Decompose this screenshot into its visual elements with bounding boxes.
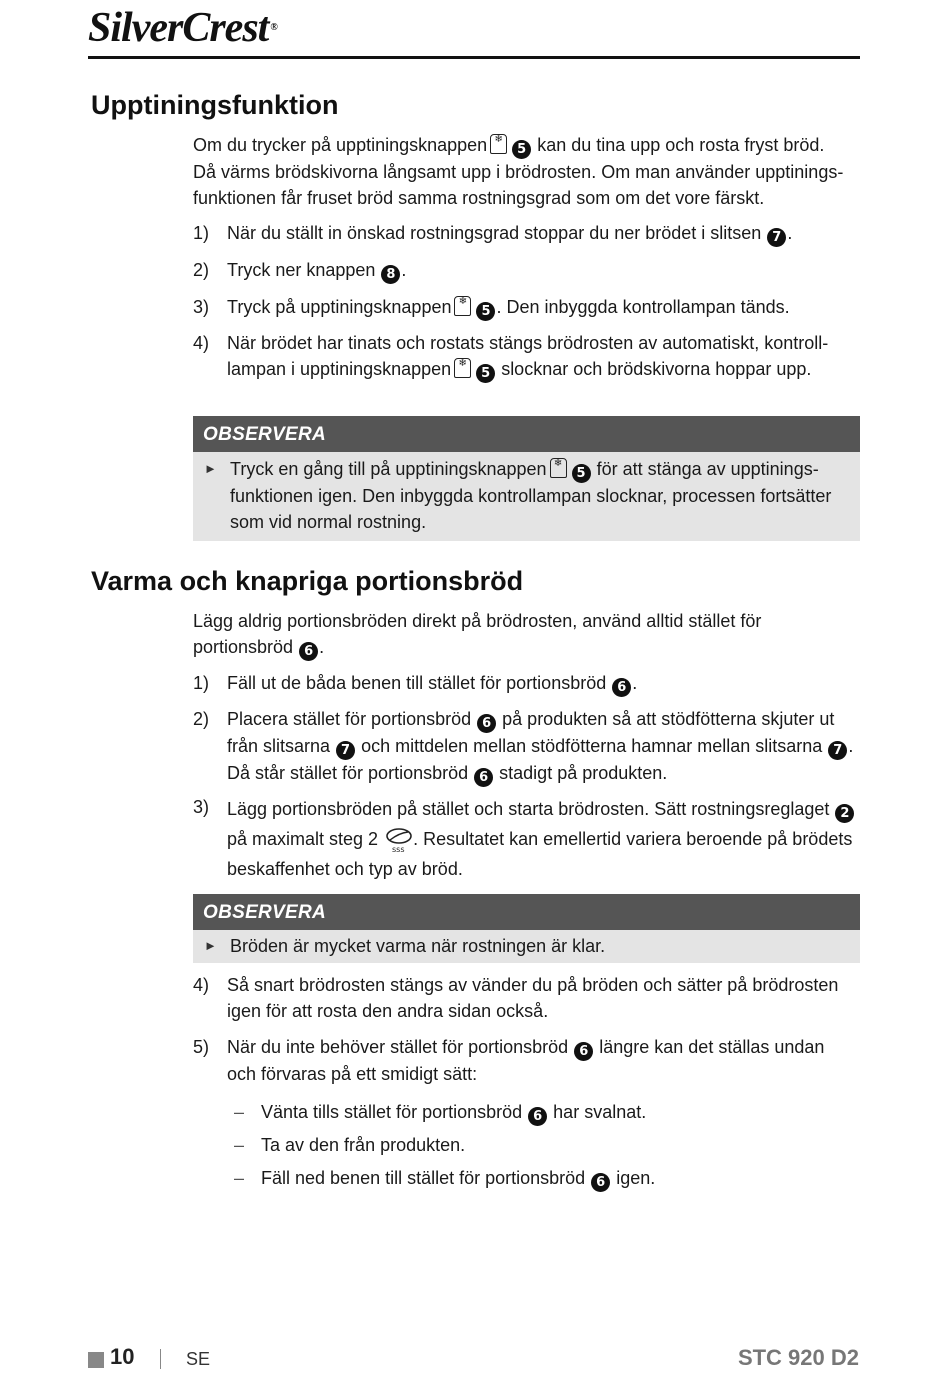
step-number: 1): [193, 673, 210, 693]
step-number: 5): [193, 1037, 210, 1057]
note-text: Bröden är mycket varma när rostningen är klar.: [230, 936, 606, 956]
ref-badge: 7: [767, 228, 786, 247]
step-text: .: [632, 673, 638, 693]
arrow-bullet-icon: ►: [204, 461, 217, 476]
ref-badge: 5: [572, 464, 591, 483]
header-rule: [88, 56, 860, 59]
model-number: STC 920 D2: [737, 1345, 859, 1370]
list-item: [193, 972, 863, 1024]
step-text: Lägg portionsbröden på stället och starta brödrosten. Sätt rostningsreglaget: [227, 799, 830, 819]
ref-badge: 6: [299, 642, 318, 661]
ref-badge: 6: [612, 678, 631, 697]
note-box: [193, 894, 860, 963]
step-text: på produkten så att stödfötterna skjuter ut: [502, 709, 835, 729]
section-title-portion-bread: Varma och knapriga portionsbröd: [91, 566, 524, 596]
intro-text: Lägg aldrig portionsbröden direkt på brödrosten, använd alltid stället för: [193, 611, 762, 631]
footer-square-icon: [88, 1352, 104, 1368]
step-text: Fäll ut de båda benen till stället för portionsbröd: [227, 673, 607, 693]
step-text: slocknar och brödskivorna hoppar upp.: [501, 359, 812, 379]
sub-text: Ta av den från produkten.: [261, 1135, 466, 1155]
step-text: . Den inbyggda kontrollampan tänds.: [496, 297, 790, 317]
step-text: Tryck på upptiningsknappen: [227, 297, 452, 317]
defrost-intro: [193, 132, 863, 211]
step-text: Så snart brödrosten stängs av vänder du på bröden och sätter på brödrosten: [227, 975, 839, 995]
page-number: 10: [110, 1344, 135, 1369]
sub-list-item: [234, 1132, 854, 1158]
intro-text: portionsbröd: [193, 637, 294, 657]
defrost-icon: [490, 134, 507, 154]
ref-badge: 6: [474, 768, 493, 787]
defrost-icon: [454, 296, 471, 316]
step-text: stadigt på produkten.: [499, 763, 668, 783]
step-text: .: [401, 260, 407, 280]
note-heading: OBSERVERA: [193, 416, 860, 452]
intro-text: Då värms brödskivorna långsamt upp i brödrosten. Om man använder upptinings-: [193, 162, 844, 182]
step-text: När brödet har tinats och rostats stängs brödrosten av automatiskt, kontroll-: [227, 333, 829, 353]
defrost-icon: [454, 358, 471, 378]
intro-text: kan du tina upp och rosta fryst bröd.: [537, 135, 825, 155]
step-text: När du inte behöver stället för portionsbröd: [227, 1037, 569, 1057]
step-text: . Resultatet kan emellertid variera beroende på brödets: [413, 829, 853, 849]
list-item: [193, 1034, 863, 1087]
note-text: Tryck en gång till på upptiningsknappen: [230, 459, 547, 479]
list-item: [193, 220, 863, 247]
step-text: .: [848, 736, 854, 756]
language-code: SE: [186, 1349, 211, 1369]
step-text: När du ställt in önskad rostningsgrad stoppar du ner brödet i slitsen: [227, 223, 762, 243]
step-text: igen för att rosta den andra sidan också.: [227, 1001, 549, 1021]
registered-mark: ®: [270, 22, 277, 33]
sub-text: Vänta tills stället för portionsbröd: [261, 1102, 523, 1122]
ref-badge: 6: [528, 1107, 547, 1126]
sub-text: Fäll ned benen till stället för portionsbröd: [261, 1168, 586, 1188]
ref-badge: 6: [574, 1042, 593, 1061]
step-number: 1): [193, 223, 210, 243]
step-text: .: [787, 223, 793, 243]
sub-text: igen.: [616, 1168, 656, 1188]
intro-text: .: [319, 637, 325, 657]
list-item: [193, 257, 863, 284]
portion-intro: [193, 608, 863, 661]
ref-badge: 8: [381, 265, 400, 284]
dash-bullet: –: [234, 1168, 245, 1188]
footer-divider: [160, 1349, 161, 1369]
dash-bullet: –: [234, 1102, 245, 1122]
step-number: 4): [193, 975, 210, 995]
step-text: Placera stället för portionsbröd: [227, 709, 472, 729]
step-number: 3): [193, 797, 210, 817]
svg-text:sss: sss: [392, 845, 405, 853]
note-text: funktionen igen. Den inbyggda kontrollampan slocknar, processen fortsätter: [230, 486, 832, 506]
ref-badge: 7: [828, 741, 847, 760]
list-item: [193, 670, 863, 697]
defrost-icon: [550, 458, 567, 478]
ref-badge: 6: [591, 1173, 610, 1192]
ref-badge: 5: [476, 364, 495, 383]
sub-text: har svalnat.: [553, 1102, 647, 1122]
ref-badge: 2: [835, 804, 854, 823]
note-box: [193, 416, 860, 541]
intro-text: funktionen får fruset bröd samma rostningsgrad som om det vore färskt.: [193, 188, 765, 208]
note-heading: OBSERVERA: [193, 894, 860, 930]
step-text: och mittdelen mellan stödfötterna hamnar mellan slitsarna: [361, 736, 823, 756]
sub-list-item: [234, 1099, 854, 1126]
brand-logo: [88, 6, 277, 50]
step-number: 3): [193, 297, 210, 317]
step-text: Tryck ner knappen: [227, 260, 376, 280]
note-text: för att stänga av upptinings-: [596, 459, 819, 479]
step-text: längre kan det ställas undan: [599, 1037, 825, 1057]
logo-text: SilverCrest: [88, 5, 269, 51]
list-item: [193, 330, 863, 383]
intro-text: Om du trycker på upptiningsknappen: [193, 135, 488, 155]
step-text: lampan i upptiningsknappen: [227, 359, 452, 379]
step-number: 4): [193, 333, 210, 353]
list-item: [193, 706, 863, 787]
step-number: 2): [193, 260, 210, 280]
step-text: och förvaras på ett smidigt sätt:: [227, 1064, 478, 1084]
step-text: på maximalt steg 2: [227, 829, 379, 849]
note-body: [193, 930, 860, 963]
step-text: från slitsarna: [227, 736, 331, 756]
browning-level-icon: [385, 827, 413, 853]
arrow-bullet-icon: ►: [204, 938, 217, 953]
dash-bullet: –: [234, 1135, 245, 1155]
section-title-defrost: Upptiningsfunktion: [91, 90, 339, 120]
step-text: Då står stället för portionsbröd: [227, 763, 469, 783]
ref-badge: 5: [476, 302, 495, 321]
ref-badge: 7: [336, 741, 355, 760]
list-item: [193, 794, 863, 884]
ref-badge: 5: [512, 140, 531, 159]
step-text: beskaffenhet och typ av bröd.: [227, 859, 463, 879]
sub-list-item: [234, 1165, 854, 1192]
note-text: som vid normal rostning.: [230, 512, 427, 532]
step-number: 2): [193, 709, 210, 729]
list-item: [193, 294, 863, 321]
note-body: [193, 452, 860, 541]
ref-badge: 6: [477, 714, 496, 733]
